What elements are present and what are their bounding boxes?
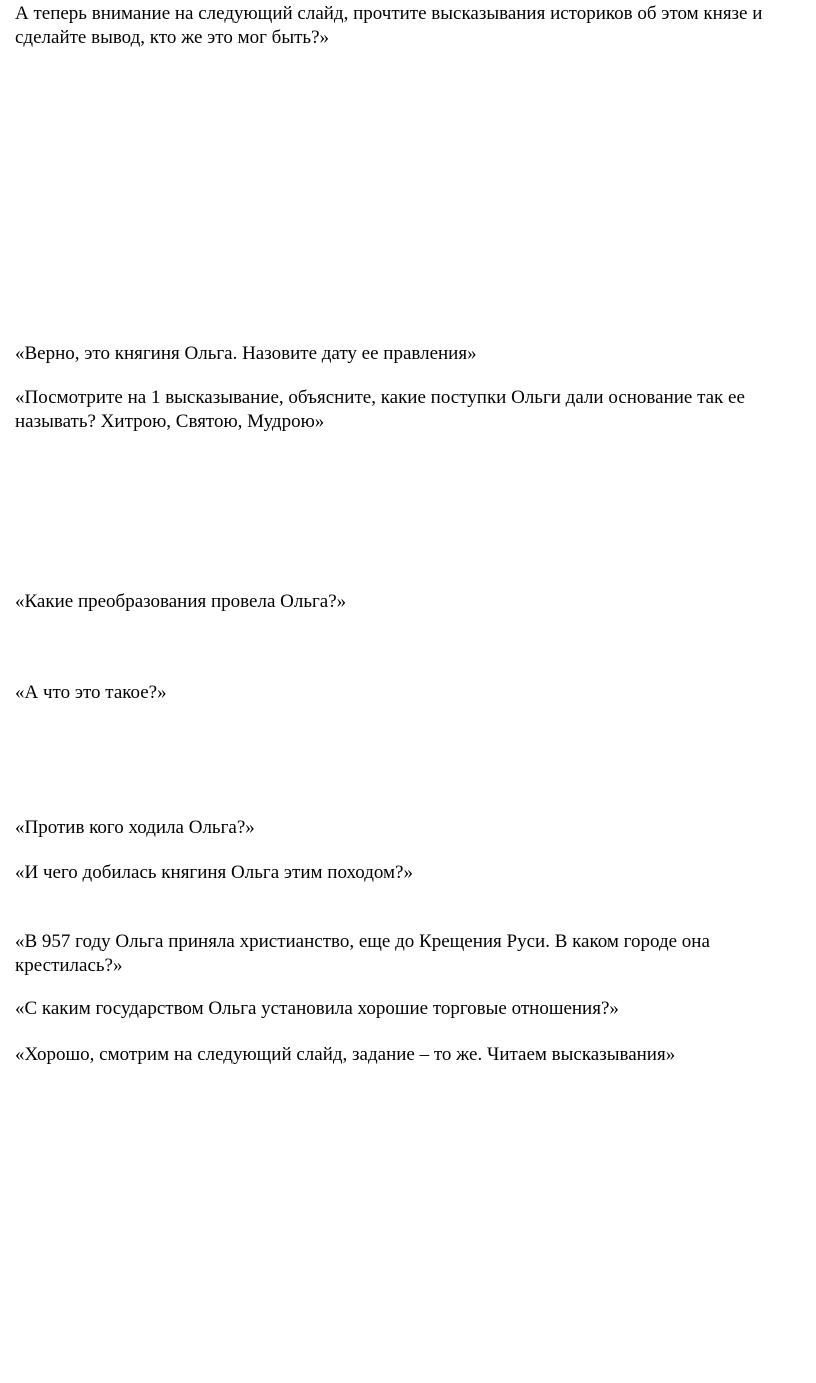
paragraph-christianity: «В 957 году Ольга приняла христианство, еще до Крещения Руси. В каком городе она крестилась?» [15,931,710,976]
paragraph-trade-relations: «С каким государством Ольга установила хорошие торговые отношения?» [15,998,619,1019]
paragraph-against-whom: «Против кого ходила Ольга?» [15,817,255,838]
paragraph-olga-date: «Верно, это княгиня Ольга. Назовите дату ее правления» [15,343,477,364]
paragraph-campaign-result: «И чего добилась княгиня Ольга этим походом?» [15,862,413,883]
paragraph-what-is-it: «А что это такое?» [15,682,167,703]
paragraph-reforms: «Какие преобразования провела Ольга?» [15,591,347,612]
paragraph-next-slide: «Хорошо, смотрим на следующий слайд, задание – то же. Читаем высказывания» [15,1044,676,1065]
paragraph-first-statement: «Посмотрите на 1 высказывание, объясните, какие поступки Ольги дали основание так ее называть? Хитрою, Святою, Мудрою» [15,387,745,432]
paragraph-intro: А теперь внимание на следующий слайд, прочтите высказывания историков об этом князе и сделайте вывод, кто же это мог быть?» [15,3,763,48]
